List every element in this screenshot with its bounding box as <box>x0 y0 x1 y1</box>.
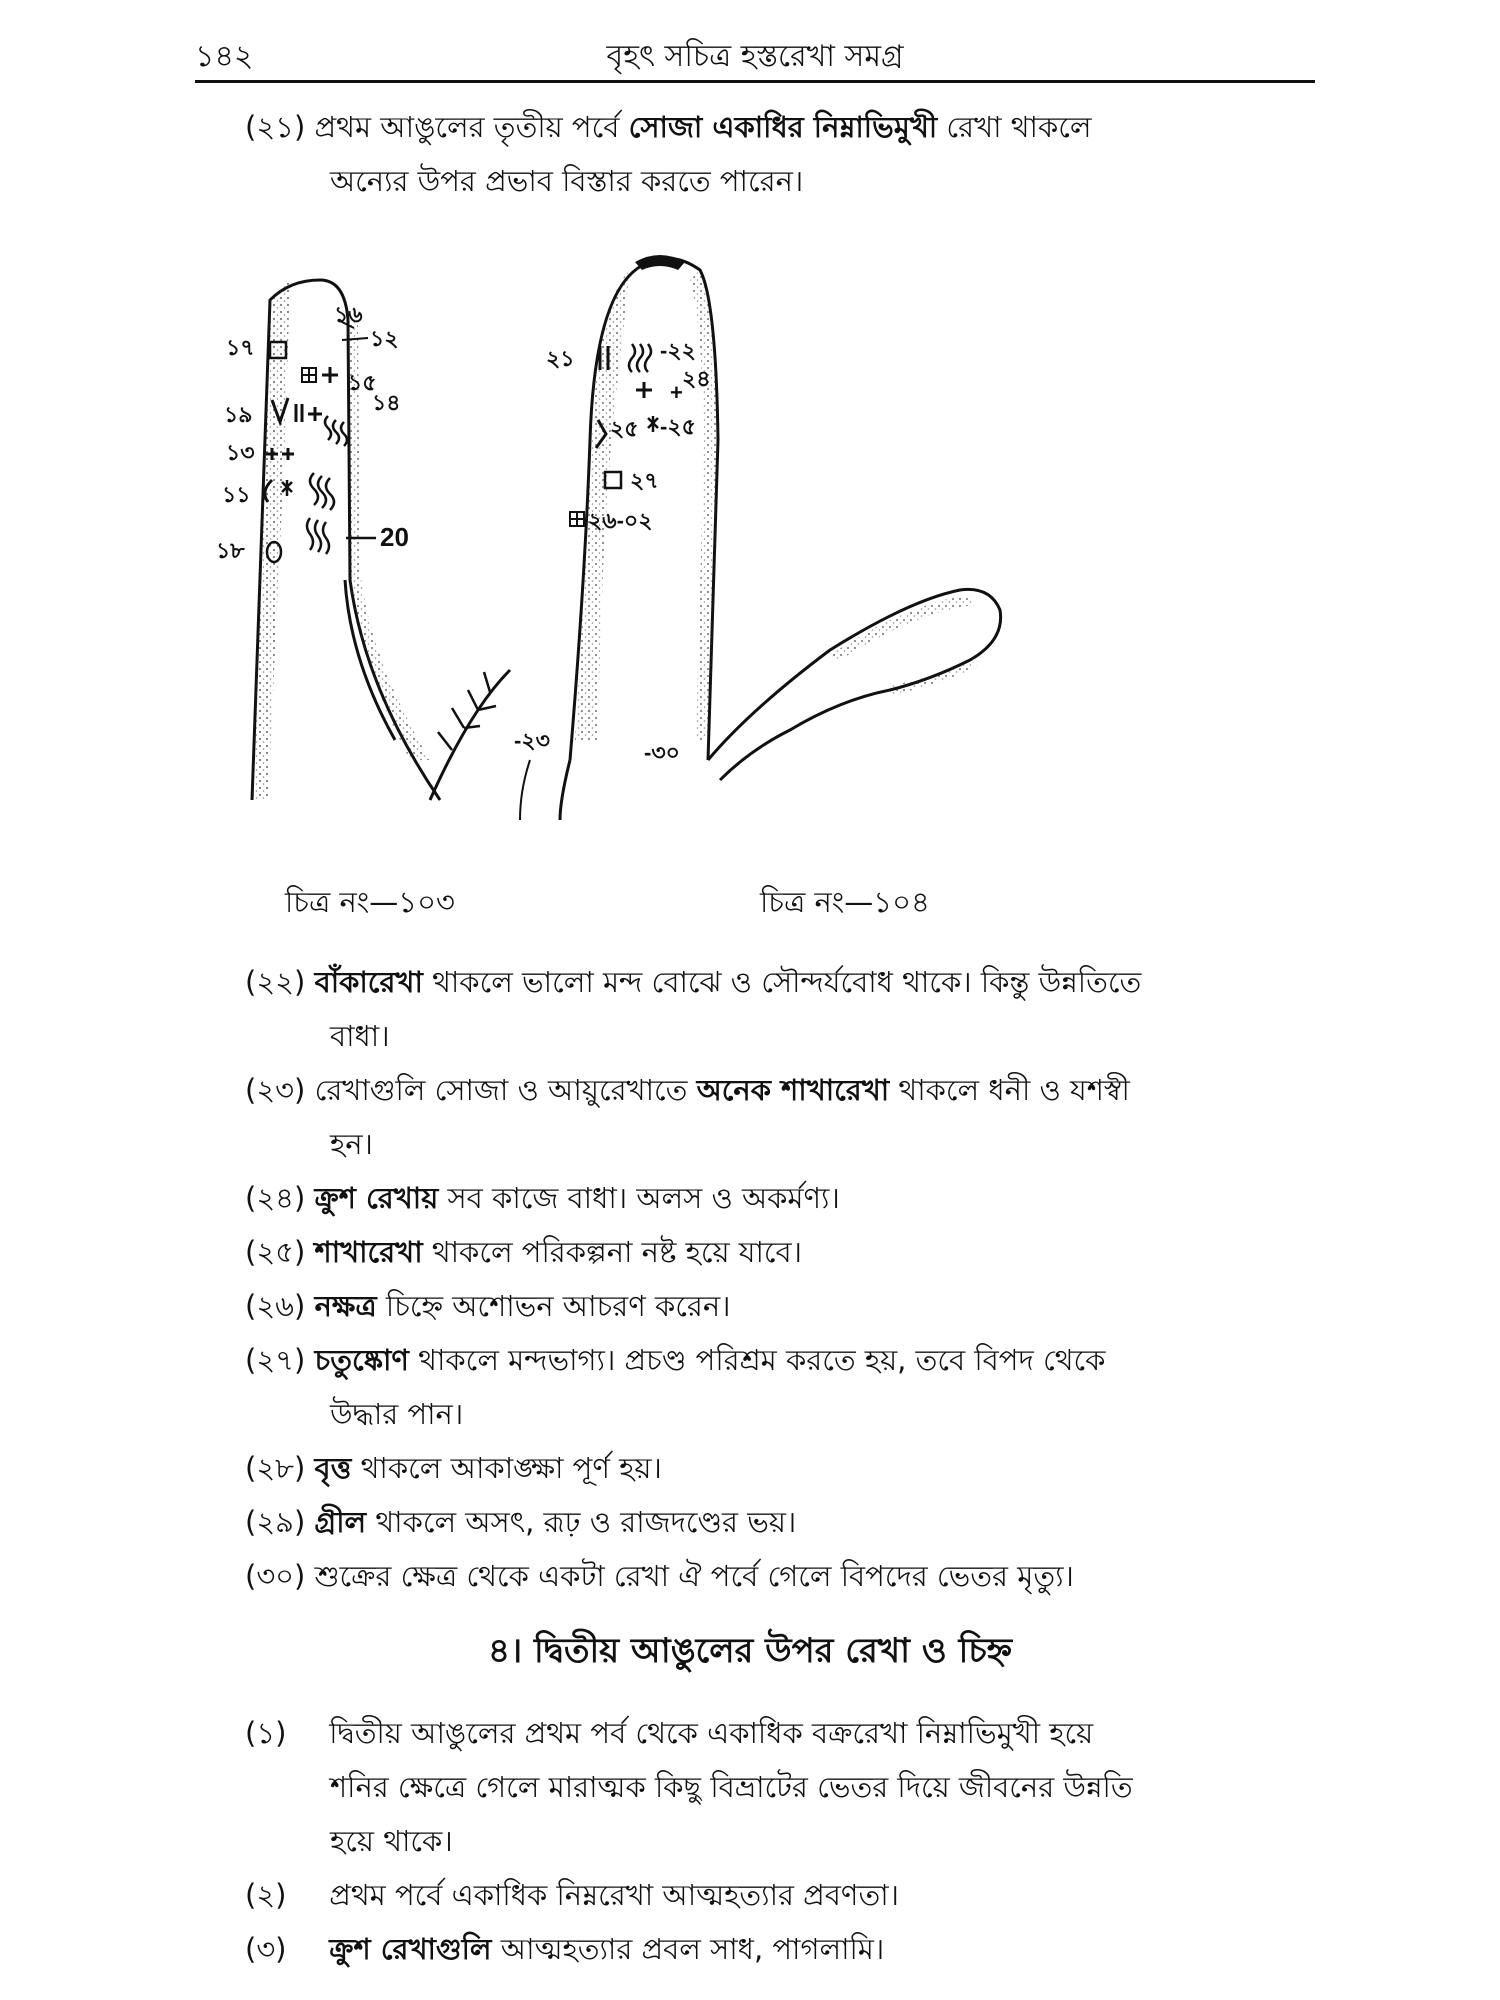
section4-item-1-line2: শনির ক্ষেত্রে গেলে মারাত্মক কিছু বিভ্রাটের ভেতর দিয়ে জীবনের উন্নতি <box>330 1770 1133 1804</box>
figure-caption-103: চিত্র নং—১০৩ <box>285 885 455 919</box>
item-29 <box>245 1495 796 1549</box>
item-number: (২৩) <box>245 1073 306 1107</box>
item-28 <box>245 1441 662 1495</box>
fig104-label: ২৭ <box>630 468 659 493</box>
page-number: ১৪২ <box>195 39 254 74</box>
item-emphasis: চতুষ্কোণ <box>314 1343 409 1377</box>
fig104-label: -২৩ <box>514 728 550 753</box>
item-text: রেখা থাকলে <box>937 110 1092 144</box>
item-number: (২৯) <box>245 1505 306 1539</box>
item-text: থাকলে ধনী ও যশস্বী <box>889 1073 1130 1107</box>
item-27-continuation: উদ্ধার পান। <box>330 1397 464 1431</box>
item-text: আত্মহত্যার প্রবল সাধ, পাগলামি। <box>491 1932 885 1966</box>
item-emphasis: গ্রীল <box>314 1505 367 1539</box>
item-text: থাকলে ভালো মন্দ বোঝে ও সৌন্দর্যবোধ থাকে। কিন্তু উন্নতিতে <box>422 965 1142 999</box>
item-24 <box>245 1171 840 1225</box>
item-text: সব কাজে বাধা। অলস ও অকর্মণ্য। <box>438 1181 840 1215</box>
section4-item-1 <box>245 1706 1093 1760</box>
item-22 <box>245 955 1141 1009</box>
item-text: দ্বিতীয় আঙুলের প্রথম পর্ব থেকে একাধিক বক্ররেখা নিম্নাভিমুখী হয়ে <box>329 1716 1094 1750</box>
item-text: প্রথম আঙুলের তৃতীয় পর্বে <box>314 110 629 144</box>
item-23-continuation: হন। <box>330 1127 373 1161</box>
item-text: প্রথম পর্বে একাধিক নিম্নরেখা আত্মহত্যার প্রবণতা। <box>329 1878 900 1912</box>
finger-drawing-103 <box>216 280 440 800</box>
item-emphasis: ক্রুশ রেখাগুলি <box>329 1932 492 1966</box>
item-21 <box>245 100 1092 154</box>
fig103-label: ১৬ <box>334 302 363 327</box>
fig103-label: ১৭ <box>226 335 255 360</box>
item-21-continuation: অন্যের উপর প্রভাব বিস্তার করতে পারেন। <box>330 164 804 198</box>
item-number: (২৪) <box>245 1181 306 1215</box>
fig103-label: ১৮ <box>216 538 245 563</box>
fig103-label: 20 <box>380 522 409 552</box>
fig104-label: -২২ <box>660 338 696 363</box>
item-number: (২) <box>245 1878 287 1912</box>
item-emphasis: সোজা একাধির নিম্নাভিমুখী <box>628 110 938 144</box>
item-emphasis: অনেক শাখারেখা <box>696 1073 890 1107</box>
page-header <box>195 30 1315 83</box>
fig104-label: -২৫ <box>660 414 696 439</box>
fig104-label: -৩০ <box>644 740 680 765</box>
finger-figures <box>216 240 1310 820</box>
item-emphasis: বৃত্ত <box>314 1451 352 1485</box>
fig104-label: ২৪ <box>682 366 711 391</box>
item-text: চিহ্নে অশোভন আচরণ করেন। <box>376 1289 731 1323</box>
fig103-label: ১৩ <box>226 440 255 465</box>
fig103-label: ১৪ <box>372 390 401 415</box>
item-text: থাকলে আকাঙ্ক্ষা পূর্ণ হয়। <box>351 1451 662 1485</box>
section-heading: ৪। দ্বিতীয় আঙুলের উপর রেখা ও চিহ্ন <box>487 1631 1013 1671</box>
fig103-label: ১৫ <box>348 370 377 395</box>
section4-item-2 <box>245 1868 899 1922</box>
figure-caption-104: চিত্র নং—১০৪ <box>760 885 930 919</box>
item-number: (২২) <box>245 965 306 999</box>
item-25 <box>245 1225 802 1279</box>
item-number: (২৬) <box>245 1289 306 1323</box>
item-text: থাকলে অসৎ, রূঢ় ও রাজদণ্ডের ভয়। <box>366 1505 797 1539</box>
item-27 <box>245 1333 1105 1387</box>
item-emphasis: নক্ষত্র <box>314 1289 377 1323</box>
item-text: রেখাগুলি সোজা ও আয়ুরেখাতে <box>314 1073 697 1107</box>
item-number: (২১) <box>245 110 306 144</box>
item-22-continuation: বাধা। <box>330 1019 390 1053</box>
item-26 <box>245 1279 731 1333</box>
item-23 <box>245 1063 1130 1117</box>
item-emphasis: ক্রুশ রেখায় <box>314 1181 439 1215</box>
item-text: থাকলে মন্দভাগ্য। প্রচণ্ড পরিশ্রম করতে হয়, তবে বিপদ থেকে <box>408 1343 1106 1377</box>
item-number: (২৫) <box>245 1235 306 1269</box>
item-emphasis: বাঁকারেখা <box>314 965 423 999</box>
fig103-label: ১১ <box>222 482 251 507</box>
item-number: (১) <box>245 1716 287 1750</box>
item-text: থাকলে পরিকল্পনা নষ্ট হয়ে যাবে। <box>422 1235 803 1269</box>
section4-item-1-line3: হয়ে থাকে। <box>330 1824 453 1858</box>
section4-item-3 <box>245 1922 884 1976</box>
fig103-label: ১২ <box>370 326 399 351</box>
fig104-label: ২৬-০২ <box>588 508 653 533</box>
fig104-label: ২৫ <box>610 416 639 441</box>
item-number: (২৭) <box>245 1343 306 1377</box>
item-number: (৩০) <box>245 1559 306 1593</box>
fig104-label: + <box>670 380 683 405</box>
running-title: বৃহৎ সচিত্র হস্তরেখা সমগ্র <box>606 39 904 74</box>
item-number: (৩) <box>245 1932 287 1966</box>
finger-drawing-104 <box>430 255 1001 820</box>
fig103-label: ১৯ <box>224 402 253 427</box>
fig104-label: ২১ <box>546 346 575 371</box>
item-text: শুক্রের ক্ষেত্র থেকে একটা রেখা ঐ পর্বে গেলে বিপদের ভেতর মৃত্যু। <box>314 1559 1074 1593</box>
item-30 <box>245 1549 1074 1603</box>
item-number: (২৮) <box>245 1451 306 1485</box>
item-emphasis: শাখারেখা <box>314 1235 423 1269</box>
